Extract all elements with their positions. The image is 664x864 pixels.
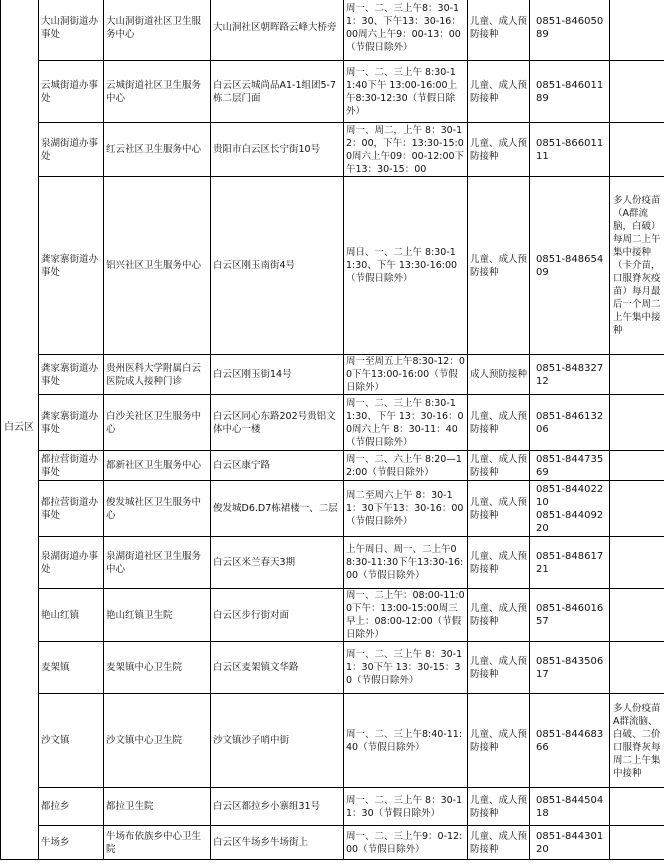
center-cell: 大山洞街道社区卫生服务中心 xyxy=(104,0,211,61)
hours-cell: 周一、二、三上午 8:30-11:40下午 13:00-16:00上午8:30-12:30（节假日除外） xyxy=(344,61,468,123)
office-cell: 都拉乡 xyxy=(39,788,104,826)
center-cell: 白沙关社区卫生服务中心 xyxy=(104,395,211,451)
hours-cell: 周一、二、三上午 8：30-11：30（节假日除外） xyxy=(344,788,468,826)
target-cell: 儿童、成人预防接种 xyxy=(468,0,530,61)
address-cell: 俊发城D6.D7栋裙楼一、二层 xyxy=(211,481,344,537)
target-cell: 儿童、成人预防接种 xyxy=(468,694,530,788)
note-cell xyxy=(610,0,664,61)
table-row xyxy=(1,123,664,177)
note-cell xyxy=(610,355,664,395)
address-cell: 白云区同心东路202号贵铝文体中心一楼 xyxy=(211,395,344,451)
hours-cell: 周一、二、三上午 8:30-11:30、下午 13：30-16：00周六上午 8：30-11：40（节假日除外） xyxy=(344,395,468,451)
office-cell: 都拉营街道办事处 xyxy=(39,451,104,481)
center-cell: 贵州医科大学附属白云医院成人接种门诊 xyxy=(104,355,211,395)
table-row xyxy=(1,694,664,788)
table-row xyxy=(1,177,664,355)
hours-cell: 周一、二上午：08:00-11:00下午：13:00-15:00周三早上：08:00-12:00（节假日除外） xyxy=(344,589,468,642)
address-cell: 白云区牛场乡牛场街上 xyxy=(211,826,344,860)
center-cell: 沙文镇中心卫生院 xyxy=(104,694,211,788)
table-body xyxy=(1,0,664,860)
table-row xyxy=(1,788,664,826)
center-cell: 俊发城社区卫生服务中心 xyxy=(104,481,211,537)
target-cell: 儿童、成人预防接种 xyxy=(468,788,530,826)
phone-number: 0851-84468366 xyxy=(536,728,604,753)
office-cell: 艳山红镇 xyxy=(39,589,104,642)
note-cell xyxy=(610,788,664,826)
hours-cell: 周一至周五上午8:30-12：00下午13:00-16:00（节假日除外） xyxy=(344,355,468,395)
phone-cell xyxy=(530,589,610,642)
hours-cell: 周一、二、三上午8：30-11：30、下午13：30-16：00周六上午9：00-13：00（节假日除外） xyxy=(344,0,468,61)
phone-cell xyxy=(530,826,610,860)
office-cell: 泉湖街道办事处 xyxy=(39,537,104,589)
office-cell: 牛场乡 xyxy=(39,826,104,860)
office-cell: 龚家寨街道办事处 xyxy=(39,355,104,395)
center-cell: 云城街道社区卫生服务中心 xyxy=(104,61,211,123)
table-row xyxy=(1,481,664,537)
address-cell: 白云区步行街对面 xyxy=(211,589,344,642)
target-cell: 儿童、成人预防接种 xyxy=(468,537,530,589)
phone-cell xyxy=(530,788,610,826)
phone-number: 0851-84430120 xyxy=(536,830,604,855)
address-cell: 白云区云城尚品A1-1组团5-7栋二层门面 xyxy=(211,61,344,123)
note-cell xyxy=(610,642,664,694)
address-cell: 贵阳市白云区长宁街10号 xyxy=(211,123,344,177)
office-cell: 龚家寨街道办事处 xyxy=(39,395,104,451)
note-cell xyxy=(610,826,664,860)
address-cell: 白云区刚玉街14号 xyxy=(211,355,344,395)
center-cell: 牛场布依族乡中心卫生院 xyxy=(104,826,211,860)
phone-number: 0851-84473569 xyxy=(536,453,604,478)
address-cell: 白云区康宁路 xyxy=(211,451,344,481)
hours-cell: 周一、二、三上午8:40-11:40（节假日除外） xyxy=(344,694,468,788)
phone-number: 0851-84601657 xyxy=(536,603,604,627)
office-cell: 云城街道办事处 xyxy=(39,61,104,123)
target-cell: 儿童、成人预防接种 xyxy=(468,642,530,694)
phone-cell xyxy=(530,177,610,355)
center-cell: 铝兴社区卫生服务中心 xyxy=(104,177,211,355)
phone-number: 0851-84613206 xyxy=(536,410,604,435)
note-cell: 多人份疫苗A群流脑、白破、二价口服脊灰每周二上午集中接种 xyxy=(610,694,664,788)
hours-cell: 周二至周六上午 8：30-11：30下午13：30-16：00（节假日除外） xyxy=(344,481,468,537)
address-cell: 沙文镇沙子哨中街 xyxy=(211,694,344,788)
phone-number: 0851-84601189 xyxy=(536,79,604,104)
center-cell: 艳山红镇卫生院 xyxy=(104,589,211,642)
hours-cell: 周一、周二，上午 8：30-12：00，下午：13:30-15:00周六上午09：00-12:00下午13：30-15：00 xyxy=(344,123,468,177)
target-cell: 儿童、成人预防接种 xyxy=(468,451,530,481)
phone-number: 0851-84861721 xyxy=(536,550,604,575)
office-cell: 都拉营街道办事处 xyxy=(39,481,104,537)
address-cell: 大山洞社区朝晖路云峰大桥旁 xyxy=(211,0,344,61)
center-cell: 泉湖街道社区卫生服务中心 xyxy=(104,537,211,589)
phone-cell xyxy=(530,61,610,123)
target-cell: 儿童、成人预防接种 xyxy=(468,589,530,642)
table-row xyxy=(1,395,664,451)
phone-cell xyxy=(530,123,610,177)
hours-cell: 周一、二、三上午 8：30-11：30下午 13：30-15：30（节假日除外） xyxy=(344,642,468,694)
phone-number: 0851-84450418 xyxy=(536,794,604,819)
address-cell: 白云区米兰春天3期 xyxy=(211,537,344,589)
address-cell: 白云区都拉乡小寨组31号 xyxy=(211,788,344,826)
center-cell: 麦架镇中心卫生院 xyxy=(104,642,211,694)
phone-number: 0851-84350617 xyxy=(536,655,604,680)
target-cell: 成人预防接种 xyxy=(468,355,530,395)
phone-number: 0851-84832712 xyxy=(536,362,604,387)
center-cell: 都新社区卫生服务中心 xyxy=(104,451,211,481)
note-cell xyxy=(610,537,664,589)
note-cell xyxy=(610,61,664,123)
target-cell: 儿童、成人预防接种 xyxy=(468,826,530,860)
table-row xyxy=(1,589,664,642)
hours-cell: 周日、一、二上午 8:30-11:30、下午 13:30-16:00（节假日除外） xyxy=(344,177,468,355)
table-row xyxy=(1,642,664,694)
office-cell: 泉湖街道办事处 xyxy=(39,123,104,177)
hours-cell: 周一、二、三上午9：0-12:00（节假日除外） xyxy=(344,826,468,860)
note-cell xyxy=(610,451,664,481)
table-row xyxy=(1,537,664,589)
phone-cell xyxy=(530,451,610,481)
table-row xyxy=(1,0,664,61)
phone-number: 0851-84409220 xyxy=(536,509,604,534)
address-cell: 白云区麦架镇文华路 xyxy=(211,642,344,694)
phone-number: 0851-86601111 xyxy=(536,137,604,162)
table-row xyxy=(1,61,664,123)
phone-number: 0851-84865409 xyxy=(536,253,604,278)
office-cell: 沙文镇 xyxy=(39,694,104,788)
table-row xyxy=(1,355,664,395)
note-cell xyxy=(610,395,664,451)
phone-cell xyxy=(530,395,610,451)
phone-cell xyxy=(530,694,610,788)
address-cell: 白云区刚玉南街4号 xyxy=(211,177,344,355)
phone-cell xyxy=(530,642,610,694)
phone-number: 0851-84605089 xyxy=(536,15,604,40)
note-cell xyxy=(610,589,664,642)
target-cell: 儿童、成人预防接种 xyxy=(468,481,530,537)
note-cell xyxy=(610,123,664,177)
phone-cell xyxy=(530,481,610,537)
table-row xyxy=(1,826,664,860)
target-cell: 儿童、成人预防接种 xyxy=(468,123,530,177)
phone-cell xyxy=(530,537,610,589)
table-row xyxy=(1,451,664,481)
phone-cell xyxy=(530,355,610,395)
district-cell: 白云区 xyxy=(1,0,39,860)
phone-cell xyxy=(530,0,610,61)
office-cell: 大山洞街道办事处 xyxy=(39,0,104,61)
hours-cell: 上午周日、周一、二上午08:30-11:30下午13:30-16:00（节假日除外） xyxy=(344,537,468,589)
phone-number: 0851-84402210 xyxy=(536,483,604,508)
center-cell: 红云社区卫生服务中心 xyxy=(104,123,211,177)
center-cell: 都拉卫生院 xyxy=(104,788,211,826)
note-cell xyxy=(610,481,664,537)
target-cell: 儿童、成人预防接种 xyxy=(468,395,530,451)
note-cell: 多人份疫苗（A群流脑，白破）每周二上午集中接种（卡介苗，口服脊灰疫苗）每月最后一个周二上午集中接种 xyxy=(610,177,664,355)
hours-cell: 周一、二、六上午 8:20—12:00（节假日除外） xyxy=(344,451,468,481)
office-cell: 龚家寨街道办事处 xyxy=(39,177,104,355)
target-cell: 儿童、成人预防接种 xyxy=(468,177,530,355)
office-cell: 麦架镇 xyxy=(39,642,104,694)
target-cell: 儿童、成人预防接种 xyxy=(468,61,530,123)
